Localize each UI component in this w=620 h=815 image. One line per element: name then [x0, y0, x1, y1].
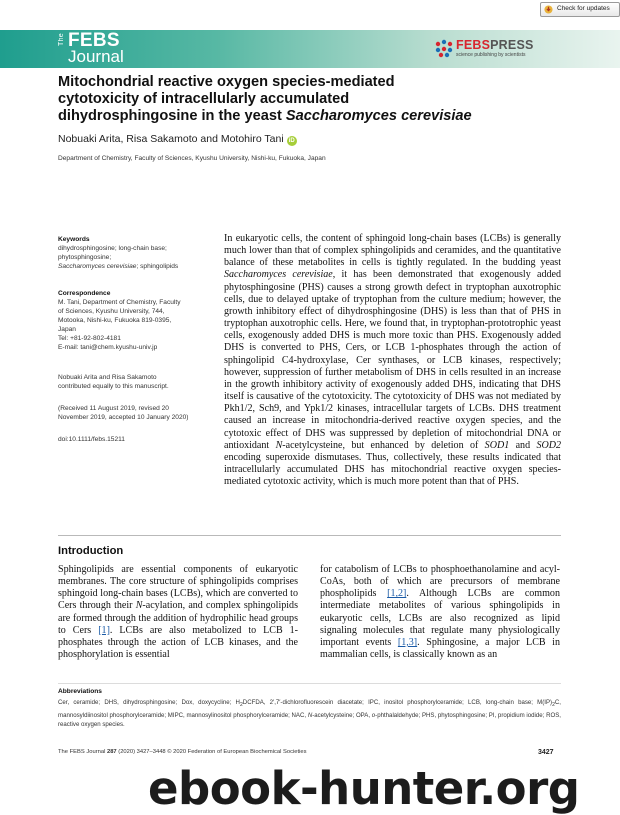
keywords-rest: ; sphingolipids: [136, 263, 179, 270]
orcid-icon[interactable]: iD: [288, 138, 295, 144]
received-line: (Received 11 August 2019, revised 20: [58, 405, 169, 412]
corr-line: of Sciences, Kyushu University, 744,: [58, 308, 165, 315]
corr-phone: Tel: +81-92-802-4181: [58, 335, 121, 342]
abstract-italic: SOD1: [484, 439, 510, 451]
abbr-text: C, mannosyldiinositol phosphorylceramide; MIPC, mannosylinositol phosphorylceramide; NAC,: [58, 699, 561, 719]
equal-line: contributed equally to this manuscript.: [58, 383, 169, 390]
abstract-text: -acetylcysteine, but enhanced by deletion of: [282, 439, 485, 451]
corr-line: Japan: [58, 326, 76, 333]
check-for-updates-label: Check for updates: [557, 5, 610, 12]
abbreviations-heading: Abbreviations: [58, 688, 102, 695]
abbr-sub: 2: [552, 702, 555, 709]
abstract: [224, 233, 561, 488]
press-name: [456, 38, 534, 52]
press-press: PRESS: [490, 38, 534, 52]
abstract-text: encoding superoxide dismutases. Thus, collectively, these results indicated that intracellularly accumulated DHS has mitochondrial reactive oxygen species-mediated cytotoxic activity, which is much more potent than that of PHS.: [224, 451, 561, 488]
doi[interactable]: [58, 435, 218, 444]
intro-italic: N: [135, 600, 143, 612]
intro-text: for catabolism of LCBs to phosphoethanolamine and acyl-CoAs, both of which are precursors of membrane phospholipids: [320, 564, 560, 600]
correspondence-block: [58, 289, 218, 352]
introduction-column-1: [58, 564, 298, 661]
logo-the-text: The: [58, 33, 65, 46]
febs-journal-logo: [58, 31, 153, 67]
keywords-heading: Keywords: [58, 236, 90, 243]
keywords-block: [58, 235, 218, 271]
abstract-text: and: [509, 439, 537, 451]
update-icon: [544, 5, 553, 14]
abstract-text: , it has been demonstrated that exogenously added phytosphingosine (PHS) causes a strong growth defect in tryptophan auxotrophic cells, due to delayed uptake of tryptophan from the culture medium; however, the growth inhibitory effect of dihydrosphingosine (DHS) is less than that of PHS in tryptophan auxotrophic cells. Here, we found that, in tryptophan-prototrophic yeast cells, exogenously added DHS is much more toxic than PHS. Exogenously added DHS is converted to PHS, Cers, or LCB 1-phosphates through the action of sphingolipid C4-hydroxylase, Cer synthases, or LCB kinases, respectively; however, suppression of further metabolism of DHS in cells resulted in an increase in the growth inhibitory activity of exogenously added DHS, indicating that DHS itself is causative of the cytotoxicity. The cytotoxicity of DHS was not mediated by Pkh1/2, Sch9, and Ypk1/2 kinases, intracellular targets of LCBs. DHS treatment caused an increase in mitochondria-derived reactive oxygen species, and the cytotoxic effect of DHS was suppressed by depletion of mitochondrial DNA or antioxidant: [224, 269, 561, 451]
introduction-column-2: [320, 564, 560, 661]
corr-email[interactable]: E-mail: tani@chem.kyushu-univ.jp: [58, 344, 158, 351]
intro-text: Sphingolipids are essential components of eukaryotic membranes. The core structure of sphingolipids comprises sphingoid long-chain bases (LCBs), which are converted to Cers through their: [58, 564, 298, 612]
abstract-italic: SOD2: [536, 439, 562, 451]
abstract-italic: Saccharomyces cerevisiae: [224, 269, 333, 281]
section-divider: [58, 535, 561, 536]
title-line-3-plain: dihydrosphingosine in the yeast: [58, 108, 286, 124]
correspondence-heading: Correspondence: [58, 290, 111, 297]
introduction-heading: Introduction: [58, 545, 124, 557]
footer-journal: The FEBS Journal: [58, 749, 107, 755]
reference-link[interactable]: [1,2]: [387, 588, 407, 600]
febs-press-logo: [434, 37, 594, 63]
title-line-1: Mitochondrial reactive oxygen species-mediated: [58, 74, 395, 90]
received-line: November 2019, accepted 10 January 2020): [58, 414, 189, 421]
equal-line: Nobuaki Arita and Risa Sakamoto: [58, 374, 157, 381]
abbr-sub: 2: [239, 702, 243, 709]
intro-text: . LCBs are also metabolized to LCB 1-phosphates through the action of LCB kinases, and the phosphorylation is essential: [58, 624, 299, 661]
title-line-2: cytotoxicity of intracellularly accumulated: [58, 91, 350, 107]
reference-link[interactable]: [1,3]: [397, 636, 418, 648]
abbr-text: -acetylcysteine; OPA,: [312, 711, 372, 719]
abbr-italic: o: [371, 711, 376, 719]
author-list: [58, 133, 297, 146]
abbr-text: DCFDA, 2′,7′-dichlorofluorescein diacetate; IPC, inositol phosphorylceramide; LCB, long-chain base; M(IP): [242, 699, 553, 706]
febs-press-dots-icon: [434, 39, 454, 59]
intro-text: . Although LCBs are common intermediate metabolites of various sphingolipids in eukaryotic cells, LCBs are also recognized as lipid signaling molecules that regulate many physiologically important events: [320, 588, 560, 648]
footer-volume: 287: [106, 749, 117, 755]
abbr-italic: N: [307, 711, 313, 719]
abbreviations-text: [58, 698, 561, 730]
abstract-text: In eukaryotic cells, the content of sphingoid long-chain bases (LCBs) is generally much lower than that of complex sphingolipids and ceramides, and the quantitative balance of these metabolites in cells is tightly regulated. In the budding yeast: [224, 233, 561, 269]
check-for-updates-button[interactable]: [540, 2, 620, 17]
watermark: ebook-hunter.org: [148, 762, 580, 815]
logo-febs-text: FEBS: [68, 30, 120, 51]
doi-text[interactable]: doi:10.1111/febs.15211: [58, 436, 125, 443]
press-tagline: science publishing by scientists: [456, 52, 526, 58]
affiliation: Department of Chemistry, Faculty of Sciences, Kyushu University, Nishi-ku, Fukuoka, Japan: [58, 155, 326, 162]
equal-contribution-note: [58, 373, 218, 391]
intro-text: . Sphingosine, a major LCB in mammalian cells, is classically known as an: [320, 636, 560, 661]
page-footer: [58, 749, 307, 755]
corr-line: Motooka, Nishi-ku, Fukuoka 819-0395,: [58, 317, 172, 324]
abbreviations-divider: [58, 683, 561, 684]
keywords-italic: Saccharomyces cerevisiae: [58, 263, 137, 270]
keywords-line-1: dihydrosphingosine; long-chain base;: [58, 245, 167, 252]
intro-text: -acylation, and complex sphingolipids are formed through the addition of hydrophilic head groups to Cers: [58, 600, 298, 636]
title-line-3-italic: Saccharomyces cerevisiae: [285, 108, 472, 124]
corr-line: M. Tani, Department of Chemistry, Faculty: [58, 299, 181, 306]
reference-link[interactable]: [1]: [98, 624, 110, 636]
authors-text: Nobuaki Arita, Risa Sakamoto and Motohiro Tani: [58, 133, 284, 145]
page-number: 3427: [538, 749, 554, 756]
keywords-line-2: phytosphingosine;: [58, 254, 112, 261]
title-line-3: [58, 108, 548, 125]
article-title: [58, 74, 548, 125]
received-dates: [58, 404, 218, 422]
abbr-text: -phthalaldehyde; PHS, phytosphingosine; PI, propidium iodide; ROS, reactive oxygen species.: [58, 711, 561, 729]
press-febs: FEBS: [456, 38, 491, 52]
abstract-italic: N: [275, 439, 283, 451]
footer-rest: (2020) 3427–3448 © 2020 Federation of European Biochemical Societies: [116, 749, 307, 755]
abbr-text: Cer, ceramide; DHS, dihydrosphingosine; Dox, doxycycline; H: [58, 699, 240, 706]
keywords-line-3: [58, 262, 218, 271]
logo-journal-text: Journal: [68, 47, 124, 66]
